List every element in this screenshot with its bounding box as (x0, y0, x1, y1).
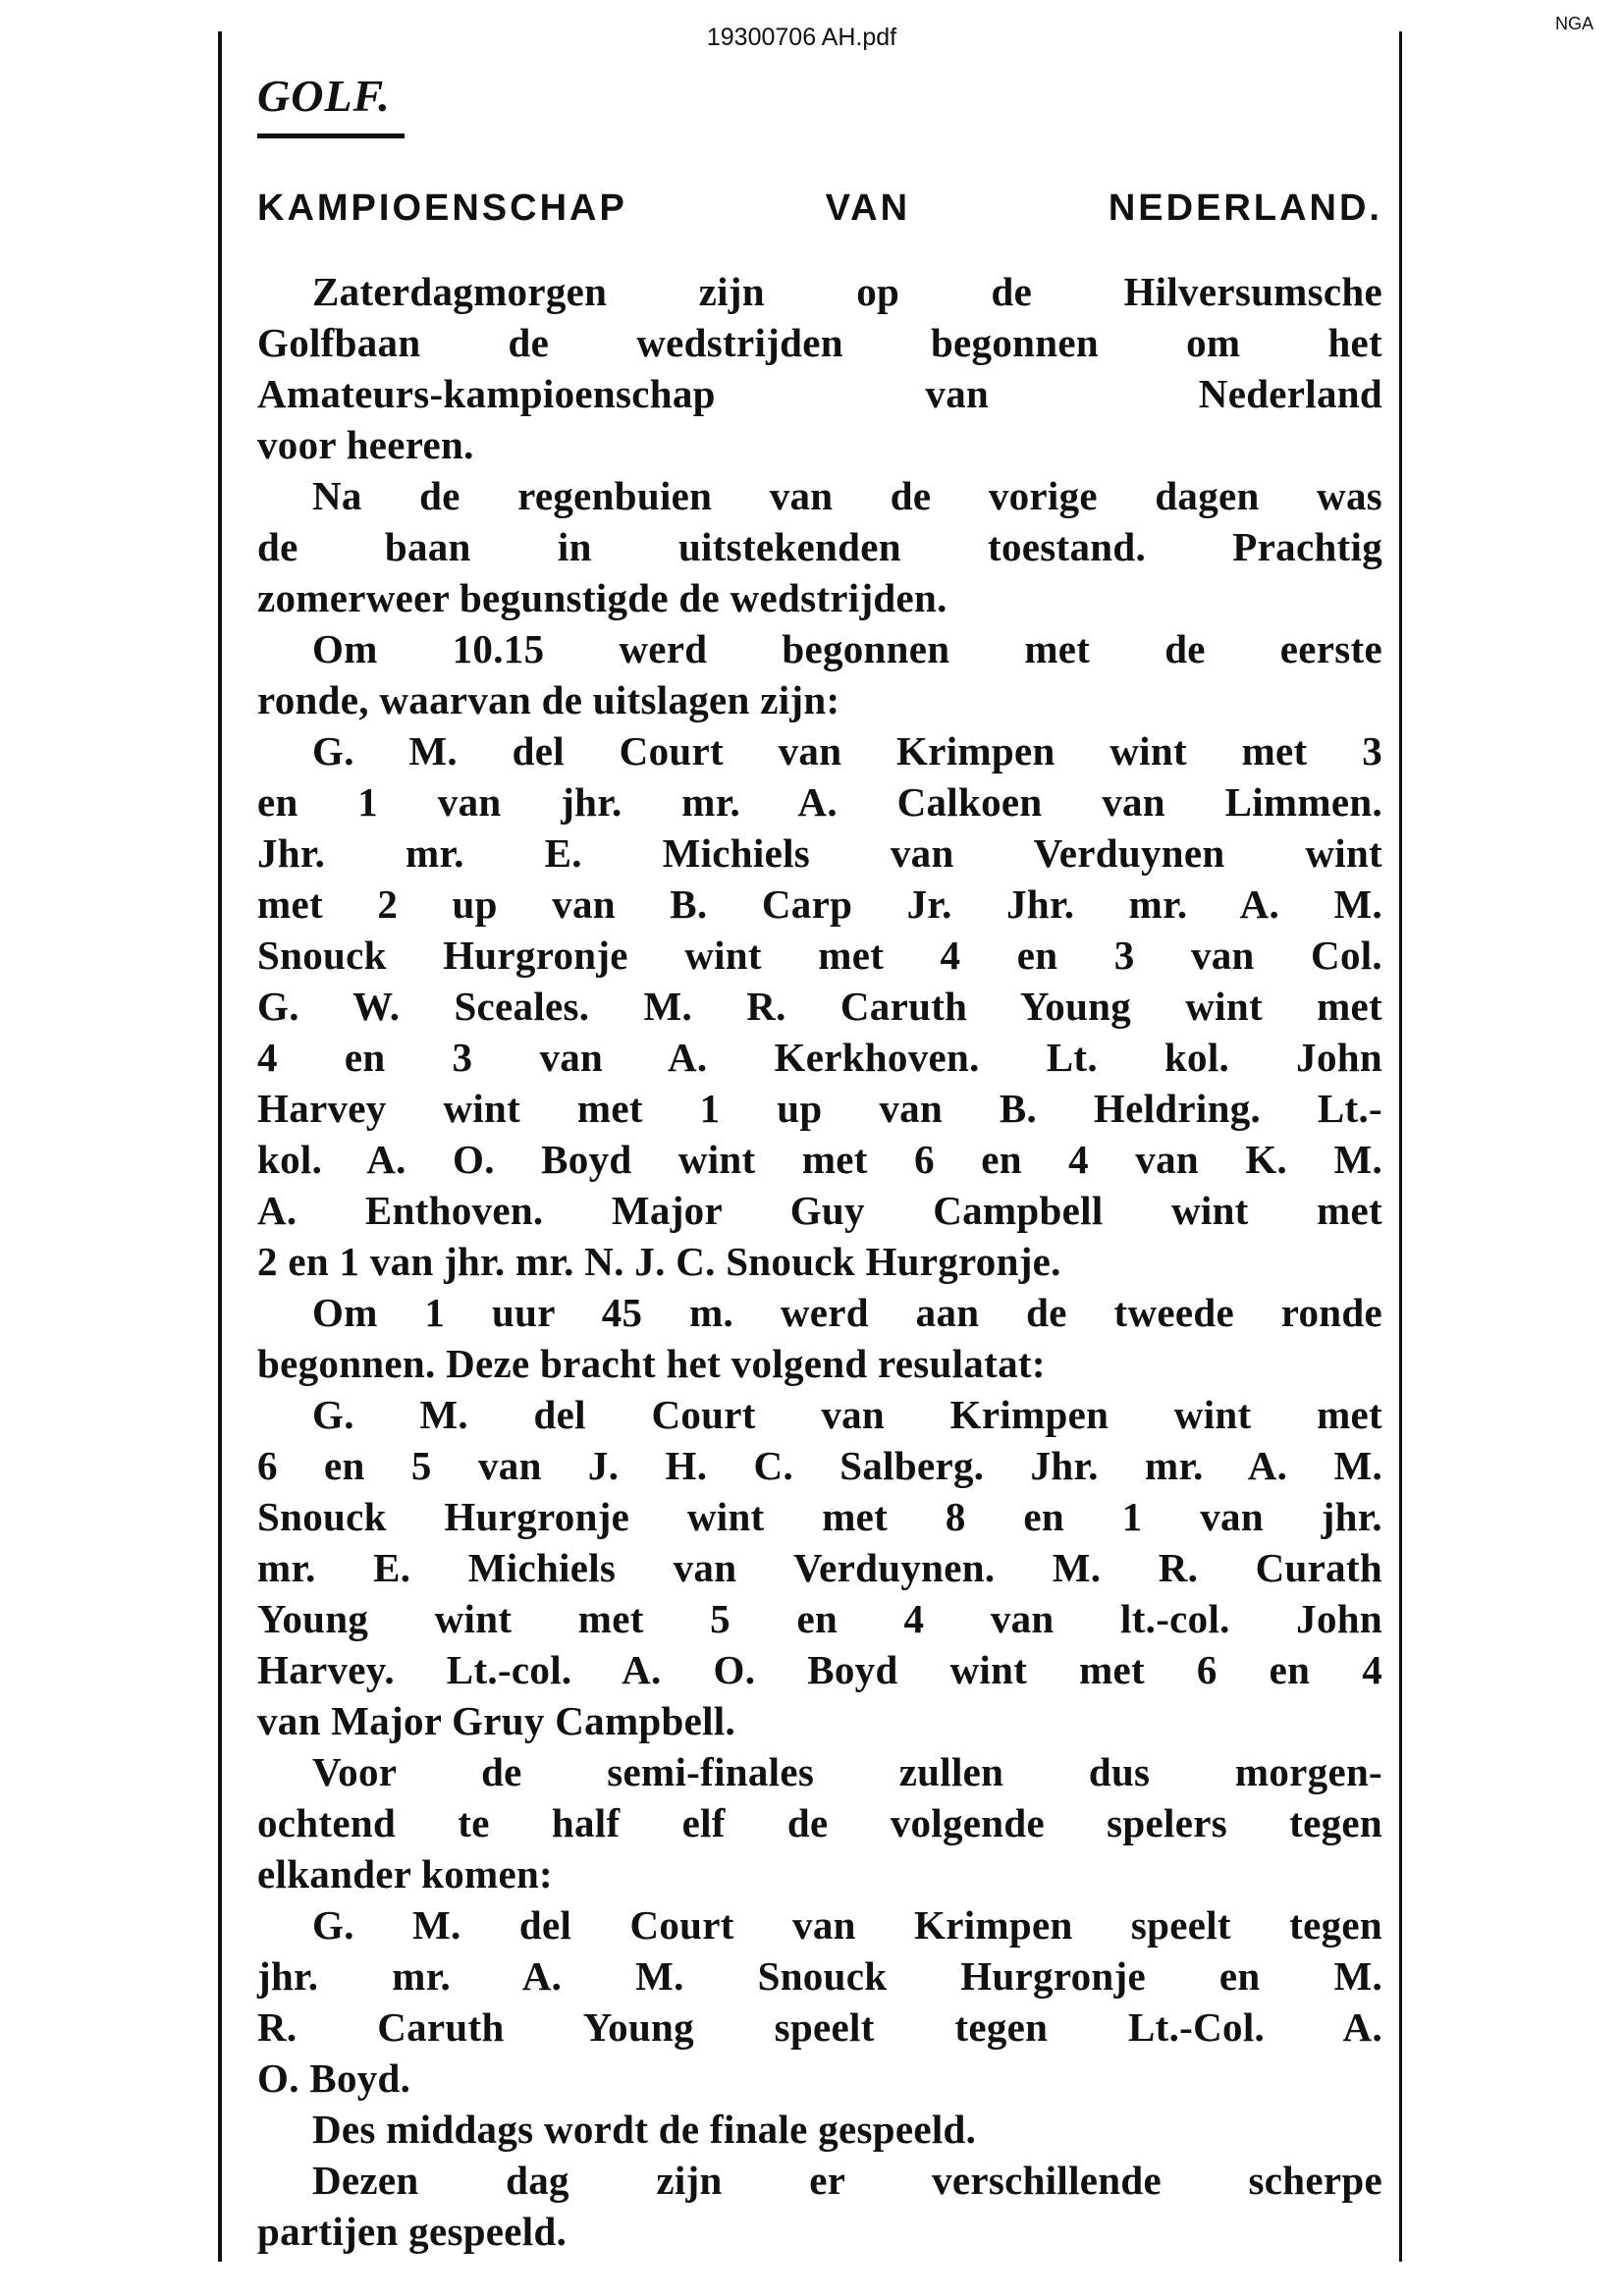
article-line: ronde, waarvan de uitslagen zijn: (257, 677, 840, 722)
article-line: Snouck Hurgronje wint met 8 en 1 van jhr. (257, 1494, 1382, 1539)
headline-word: NEDERLAND. (1108, 187, 1382, 229)
article-line: begonnen. Deze bracht het volgend resulatat: (257, 1341, 1046, 1386)
article-line: Na de regenbuien van de vorige dagen was (312, 473, 1382, 518)
article-line: R. Caruth Young speelt tegen Lt.-Col. A. (257, 2004, 1382, 2050)
article-line: Des middags wordt de finale gespeeld. (312, 2107, 977, 2152)
article-line: 6 en 5 van J. H. C. Salberg. Jhr. mr. A. M. (257, 1443, 1382, 1488)
article-line: G. M. del Court van Krimpen wint met (312, 1392, 1382, 1437)
article-body (257, 266, 1382, 2257)
article-line: Voor de semi-finales zullen dus morgen- (312, 1749, 1382, 1794)
article-line: Harvey. Lt.-col. A. O. Boyd wint met 6 en 4 (257, 1647, 1382, 1692)
article-line: Young wint met 5 en 4 van lt.-col. John (257, 1596, 1382, 1641)
column-rule-right (1399, 31, 1402, 2262)
article-line: jhr. mr. A. M. Snouck Hurgronje en M. (257, 1953, 1382, 1999)
section-underline (257, 133, 405, 138)
article-line: elkander komen: (257, 1851, 554, 1896)
article-line: en 1 van jhr. mr. A. Calkoen van Limmen. (257, 779, 1382, 825)
section-title: GOLF. (257, 71, 391, 121)
article-line: met 2 up van B. Carp Jr. Jhr. mr. A. M. (257, 881, 1382, 927)
archive-mark: NGA (1554, 14, 1594, 33)
article-line: kol. A. O. Boyd wint met 6 en 4 van K. M. (257, 1137, 1382, 1182)
article-column (257, 69, 1382, 2257)
column-rule-left (218, 31, 222, 2262)
article-line: Zaterdagmorgen zijn op de Hilversumsche (312, 269, 1382, 314)
headline-word: KAMPIOENSCHAP (257, 187, 627, 229)
pdf-file-title: 19300706 AH.pdf (706, 24, 897, 51)
article-line: de baan in uitstekenden toestand. Prachtig (257, 524, 1382, 569)
article-line: 2 en 1 van jhr. mr. N. J. C. Snouck Hurgronje. (257, 1239, 1061, 1284)
article-line: G. M. del Court van Krimpen wint met 3 (312, 728, 1382, 774)
article-line: Amateurs-kampioenschap van Nederland (257, 371, 1382, 416)
article-line: voor heeren. (257, 422, 474, 467)
article-line: A. Enthoven. Major Guy Campbell wint met (257, 1188, 1382, 1233)
article-line: Golfbaan de wedstrijden begonnen om het (257, 320, 1382, 365)
article-line: van Major Gruy Campbell. (257, 1698, 736, 1743)
article-line: G. M. del Court van Krimpen speelt tegen (312, 1902, 1382, 1948)
article-line: zomerweer begunstigde de wedstrijden. (257, 575, 947, 620)
article-line: 4 en 3 van A. Kerkhoven. Lt. kol. John (257, 1035, 1382, 1080)
article-line: mr. E. Michiels van Verduynen. M. R. Curath (257, 1545, 1382, 1590)
article-line: O. Boyd. (257, 2056, 411, 2101)
article-line: Dezen dag zijn er verschillende scherpe (312, 2158, 1382, 2203)
article-line: Harvey wint met 1 up van B. Heldring. Lt.- (257, 1086, 1382, 1131)
article-line: Snouck Hurgronje wint met 4 en 3 van Col. (257, 933, 1382, 978)
article-line: Jhr. mr. E. Michiels van Verduynen wint (257, 830, 1382, 876)
article-line: ochtend te half elf de volgende spelers tegen (257, 1800, 1382, 1845)
article-line: partijen gespeeld. (257, 2209, 568, 2254)
article-line: Om 1 uur 45 m. werd aan de tweede ronde (312, 1290, 1382, 1335)
article-line: G. W. Sceales. M. R. Caruth Young wint met (257, 984, 1382, 1029)
article-headline (257, 186, 1382, 231)
headline-word: VAN (825, 187, 911, 229)
article-line: Om 10.15 werd begonnen met de eerste (312, 626, 1382, 671)
